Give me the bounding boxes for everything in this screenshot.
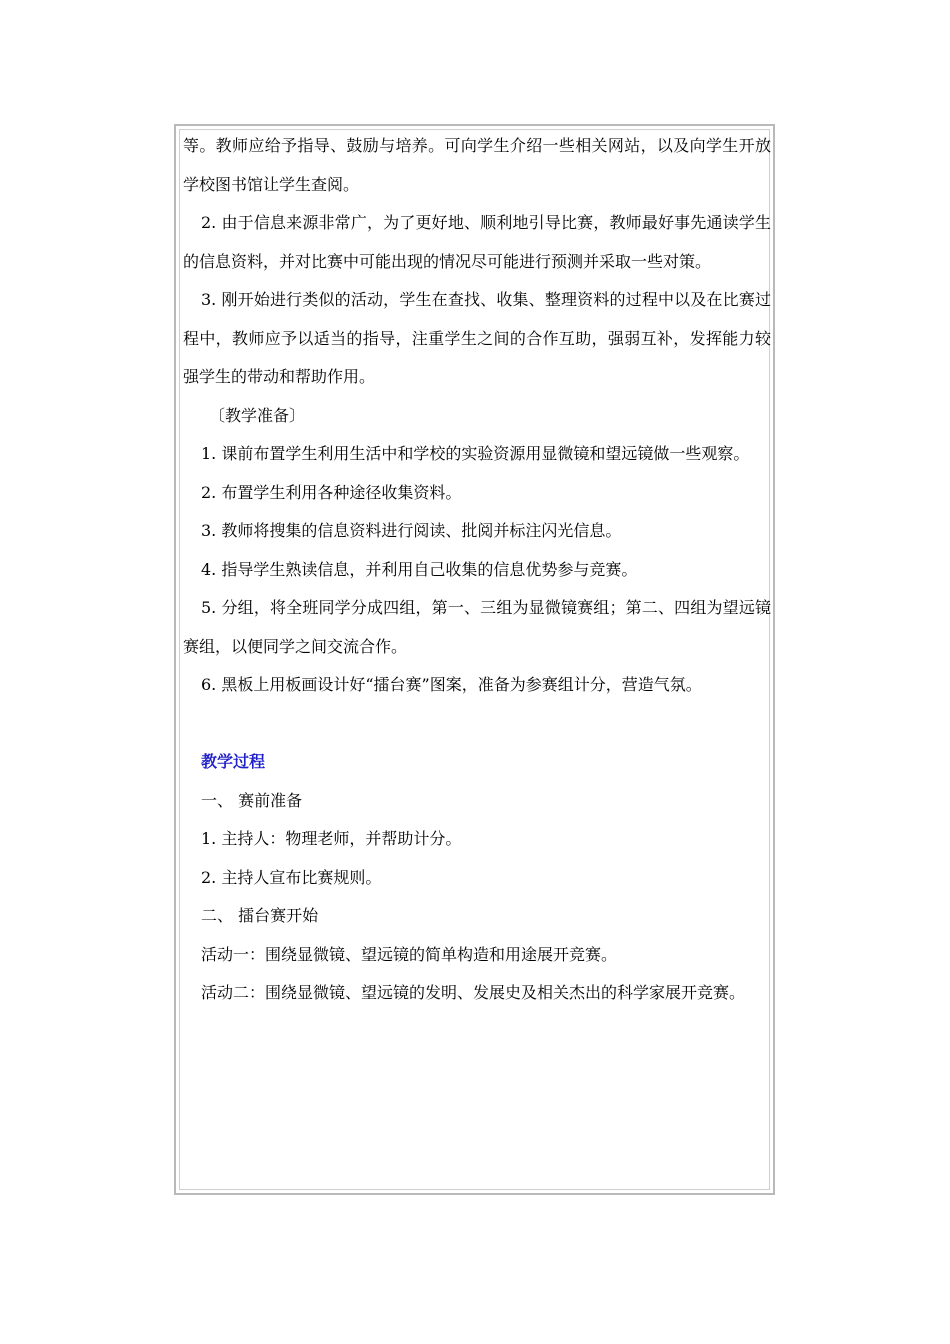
document-content [183, 127, 771, 1013]
process-step-pre-match: 一、 赛前准备 [201, 790, 303, 810]
process-item-host: 1. 主持人：物理老师，并帮助计分。 [201, 829, 462, 848]
activity-1: 活动一：围绕显微镜、望远镜的简单构造和用途展开竞赛。 [201, 944, 618, 964]
preparation-item-2: 2. 布置学生利用各种途径收集资料。 [201, 482, 462, 502]
preparation-item-4: 4. 指导学生熟读信息，并利用自己收集的信息优势参与竞赛。 [201, 559, 638, 579]
teaching-preparation-label: 〔教学准备〕 [209, 405, 306, 425]
preparation-item-5: 5. 分组，将全班同学分成四组，第一、三组为显微镜赛组；第二、四组为望远镜赛组，以便同学之间交流合作。 [183, 598, 771, 656]
preparation-item-1: 1. 课前布置学生利用生活中和学校的实验资源用显微镜和望远镜做一些观察。 [201, 444, 750, 463]
process-step-match-start: 二、 擂台赛开始 [201, 906, 319, 925]
paragraph-point-3: 3. 刚开始进行类似的活动，学生在查找、收集、整理资料的过程中以及在比赛过程中，教师应予以适当的指导，注重学生之间的合作互助，强弱互补，发挥能力较强学生的带动和帮助作用。 [183, 290, 771, 386]
preparation-item-6: 6. 黑板上用板画设计好“擂台赛”图案，准备为参赛组计分，营造气氛。 [201, 675, 702, 694]
activity-2: 活动二：围绕显微镜、望远镜的发明、发展史及相关杰出的科学家展开竞赛。 [201, 983, 746, 1002]
paragraph-continuation: 等。教师应给予指导、鼓励与培养。可向学生介绍一些相关网站，以及向学生开放学校图书馆让学生查阅。 [183, 136, 771, 194]
paragraph-point-2: 2. 由于信息来源非常广，为了更好地、顺利地引导比赛，教师最好事先通读学生的信息资料，并对比赛中可能出现的情况尽可能进行预测并采取一些对策。 [183, 213, 771, 271]
section-heading-teaching-process: 教学过程 [201, 752, 266, 771]
process-item-rules: 2. 主持人宣布比赛规则。 [201, 867, 382, 887]
section-gap [183, 705, 771, 744]
preparation-item-3: 3. 教师将搜集的信息资料进行阅读、批阅并标注闪光信息。 [201, 521, 622, 540]
